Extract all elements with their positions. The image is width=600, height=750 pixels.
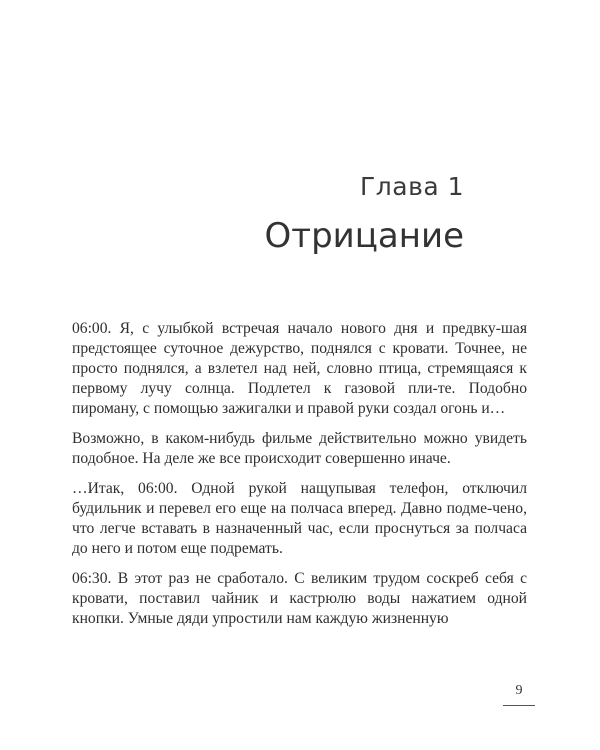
chapter-body [72,319,527,639]
chapter-label: Глава 1 [360,172,464,201]
page-number-rule [503,705,535,706]
paragraph: …Итак, 06:00. Одной рукой нащупывая телефон, отключил будильник и перевел его еще на полчаса вперед. Давно подме-чено, что легче вставать в назначенный час, если проснуться за полчаса до него и потом еще подремать. [72,480,527,557]
chapter-title: Отрицание [264,216,464,256]
paragraph: 06:30. В этот раз не сработало. С великим трудом соскреб себя с кровати, поставил чайник и кастрюлю воды нажатием одной кнопки. Умные дяди упростили нам каждую жизненную [72,570,527,627]
paragraph: Возможно, в каком-нибудь фильме действительно можно увидеть подобное. На деле же все происходит совершенно иначе. [72,430,527,467]
paragraph: 06:00. Я, с улыбкой встречая начало нового дня и предвку-шая предстоящее суточное дежурство, поднялся с кровати. Точнее, не просто поднялся, а взлетел над ней, словно птица, стремящаяся к первому лучу солнца. Подлетел к газовой пли-те. Подобно пироману, с помощью зажигалки и правой руки создал огонь и… [72,320,527,417]
page-number: 9 [515,683,523,698]
